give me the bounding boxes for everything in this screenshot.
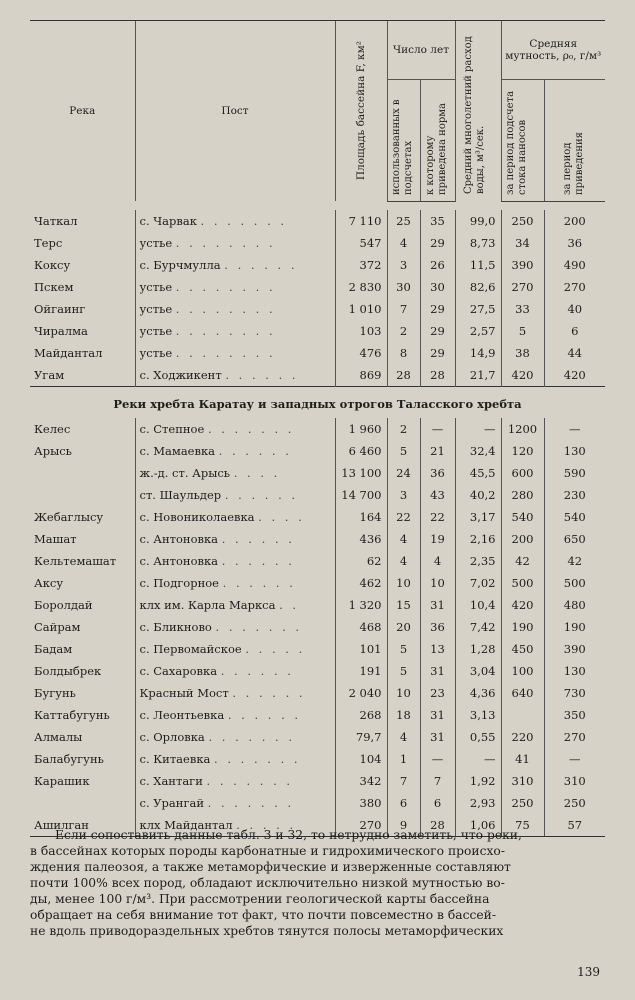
- table-row: Боролдай клх им. Карла Маркса . . 1 320 15 31 10,4 420 480: [30, 594, 605, 616]
- river-turbidity-table: [30, 20, 605, 837]
- header-turbidity-group: Средняя мутность, ρ₀, г/м³: [501, 21, 605, 80]
- paragraph-line: ды, менее 100 г/м³. При рассмотрении геологической карты бассейна: [30, 892, 490, 906]
- header-years-norm: к которому приведена норма: [420, 80, 455, 201]
- table-row: Сайрам с. Бликново . . . . . . . 468 20 36 7,42 190 190: [30, 616, 605, 638]
- table-row: Чаткал с. Чарвак . . . . . . . 7 110 25 35 99,0 250 200: [30, 210, 605, 232]
- paragraph-line: обращает на себя внимание тот факт, что почти повсеместно в бассей-: [30, 908, 496, 922]
- table-row: Балабугунь с. Китаевка . . . . . . . 104 1 — — 41 —: [30, 748, 605, 770]
- table-row: Алмалы с. Орловка . . . . . . . 79,7 4 31 0,55 220 270: [30, 726, 605, 748]
- paragraph-line: не вдоль приводораздельных хребтов тянутся полосы метаморфических: [30, 924, 504, 938]
- header-river: Река: [30, 21, 135, 202]
- section-heading: Реки хребта Каратау и западных отрогов Таласского хребта: [30, 386, 605, 418]
- spacer-row: [30, 201, 605, 210]
- table-row: Угам с. Ходжикент . . . . . . 869 28 28 21,7 420 420: [30, 364, 605, 387]
- header-years-group: Число лет: [387, 21, 455, 80]
- table-row: Карашик с. Хантаги . . . . . . . 342 7 7 1,92 310 310: [30, 770, 605, 792]
- table-row: Каттабугунь с. Леонтьевка . . . . . . 268 18 31 3,13 350: [30, 704, 605, 726]
- table-row: Ашилган клх Майдантал . . . . . 270 9 28 1,06 75 57: [30, 814, 605, 837]
- table-row: Жебаглысу с. Новониколаевка . . . . 164 22 22 3,17 540 540: [30, 506, 605, 528]
- header-post: Пост: [135, 21, 335, 202]
- table-row: Майдантал устье . . . . . . . . 476 8 29 14,9 38 44: [30, 342, 605, 364]
- paragraph-line: почти 100% всех пород, обладают исключительно низкой мутностью во-: [30, 876, 505, 890]
- table-row: Болдыбрек с. Сахаровка . . . . . . 191 5 31 3,04 100 130: [30, 660, 605, 682]
- header-area: Площадь бассейна F, км²: [335, 21, 387, 202]
- table-row: Аксу с. Подгорное . . . . . . 462 10 10 7,02 500 500: [30, 572, 605, 594]
- page-number: 139: [577, 965, 600, 979]
- header-years-used: использованных в подсчетах: [387, 80, 420, 201]
- header-discharge: Средний многолетний расход воды, м³/сек.: [455, 21, 501, 202]
- table-row: Ойгаинг устье . . . . . . . . 1 010 7 29 27,5 33 40: [30, 298, 605, 320]
- table-row: Коксу с. Бурчмулла . . . . . . 372 3 26 11,5 390 490: [30, 254, 605, 276]
- header-turb-period: за период подсчета стока наносов: [501, 80, 544, 201]
- table-row: Пскем устье . . . . . . . . 2 830 30 30 82,6 270 270: [30, 276, 605, 298]
- table-row: Чиралма устье . . . . . . . . 103 2 29 2,57 5 6: [30, 320, 605, 342]
- table-row: ж.-д. ст. Арысь . . . . 13 100 24 36 45,5 600 590: [30, 462, 605, 484]
- paragraph-line: ждения палеозоя, а также метаморфические и изверженные составляют: [30, 860, 511, 874]
- table-row: Арысь с. Мамаевка . . . . . . 6 460 5 21 32,4 120 130: [30, 440, 605, 462]
- table-row: Терс устье . . . . . . . . 547 4 29 8,73 34 36: [30, 232, 605, 254]
- table-row: Бугунь Красный Мост . . . . . . 2 040 10 23 4,36 640 730: [30, 682, 605, 704]
- table-row: Машат с. Антоновка . . . . . . 436 4 19 2,16 200 650: [30, 528, 605, 550]
- paragraph-line: в бассейнах которых породы карбонатные и гидрохимического происхо-: [30, 844, 505, 858]
- table-row: ст. Шаульдер . . . . . . 14 700 3 43 40,2 280 230: [30, 484, 605, 506]
- table-row: с. Урангай . . . . . . . 380 6 6 2,93 250 250: [30, 792, 605, 814]
- paragraph-line: Если сопоставить данные табл. 3 и 32, то нетрудно заметить, что реки,: [55, 828, 522, 842]
- table-row: Келес с. Степное . . . . . . . 1 960 2 — — 1200 —: [30, 418, 605, 440]
- table-row: Кельтемашат с. Антоновка . . . . . . 62 4 4 2,35 42 42: [30, 550, 605, 572]
- header-turb-reduced: за период приведения: [544, 80, 605, 201]
- body-paragraph: [30, 827, 605, 939]
- table-row: Бадам с. Первомайское . . . . . 101 5 13 1,28 450 390: [30, 638, 605, 660]
